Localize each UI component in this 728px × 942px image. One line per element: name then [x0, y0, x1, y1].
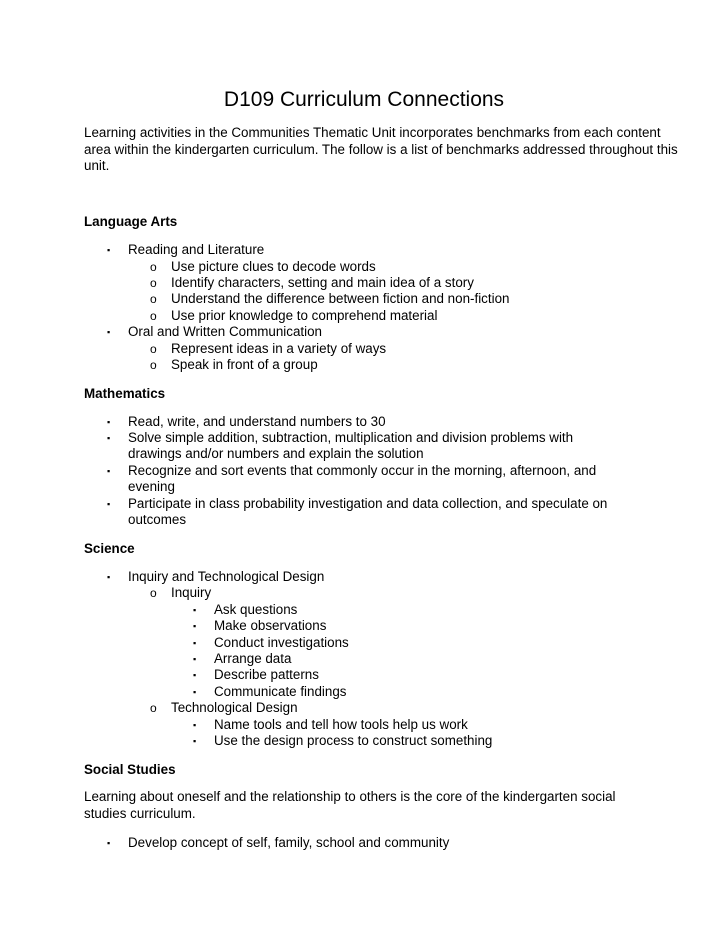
square-bullet-icon: ▪ [193, 736, 197, 746]
list-item: Describe patterns [214, 667, 319, 682]
list-item: Inquiry and Technological Design [128, 569, 325, 584]
circle-bullet-icon: o [150, 276, 157, 290]
list-item: Inquiry [171, 585, 212, 600]
circle-bullet-icon: o [150, 260, 157, 274]
list-item: Recognize and sort events that commonly occur in the morning, afternoon, and [128, 463, 597, 478]
list-item-continuation: drawings and/or numbers and explain the solution [128, 446, 424, 461]
list-item: Name tools and tell how tools help us work [214, 717, 468, 732]
square-bullet-icon: ▪ [193, 654, 197, 664]
list-item: Read, write, and understand numbers to 30 [128, 414, 386, 429]
circle-bullet-icon: o [150, 701, 157, 715]
list-item: Communicate findings [214, 684, 347, 699]
list-item: Reading and Literature [128, 242, 265, 257]
list-item: Use prior knowledge to comprehend material [171, 308, 438, 323]
list-item: Ask questions [214, 602, 298, 617]
square-bullet-icon: ▪ [107, 417, 111, 427]
page-title: D109 Curriculum Connections [223, 88, 505, 111]
circle-bullet-icon: o [150, 358, 157, 372]
list-item: Solve simple addition, subtraction, multiplication and division problems with [128, 430, 574, 445]
list-item: Identify characters, setting and main idea of a story [171, 275, 474, 290]
intro-paragraph: Learning activities in the Communities Thematic Unit incorporates benchmarks from each content area within the kindergarten curriculum. The follow is a list of benchmarks addressed throughout this unit. [84, 125, 678, 173]
square-bullet-icon: ▪ [107, 466, 111, 476]
square-bullet-icon: ▪ [107, 433, 111, 443]
list-item: Technological Design [171, 700, 298, 715]
list-item: Understand the difference between fiction and non-fiction [171, 291, 510, 306]
square-bullet-icon: ▪ [107, 838, 111, 848]
heading-social-studies: Social Studies [84, 762, 176, 777]
heading-language-arts: Language Arts [84, 214, 178, 229]
list-item: Arrange data [214, 651, 292, 666]
square-bullet-icon: ▪ [107, 499, 111, 509]
circle-bullet-icon: o [150, 309, 157, 323]
list-item: Oral and Written Communication [128, 324, 322, 339]
square-bullet-icon: ▪ [107, 245, 111, 255]
square-bullet-icon: ▪ [107, 327, 111, 337]
square-bullet-icon: ▪ [193, 687, 197, 697]
list-item: Participate in class probability investigation and data collection, and speculate on [128, 496, 608, 511]
heading-mathematics: Mathematics [84, 386, 166, 401]
list-item: Make observations [214, 618, 327, 633]
list-item: Use the design process to construct something [214, 733, 493, 748]
list-item: Develop concept of self, family, school and community [128, 835, 450, 850]
circle-bullet-icon: o [150, 292, 157, 306]
list-item: Use picture clues to decode words [171, 259, 376, 274]
square-bullet-icon: ▪ [193, 638, 197, 648]
circle-bullet-icon: o [150, 586, 157, 600]
square-bullet-icon: ▪ [193, 605, 197, 615]
square-bullet-icon: ▪ [107, 572, 111, 582]
square-bullet-icon: ▪ [193, 621, 197, 631]
social-studies-paragraph: Learning about oneself and the relationship to others is the core of the kindergarten social studies curriculum. [84, 789, 616, 821]
square-bullet-icon: ▪ [193, 670, 197, 680]
list-item-continuation: evening [128, 479, 175, 494]
square-bullet-icon: ▪ [193, 720, 197, 730]
heading-science: Science [84, 541, 135, 556]
list-item: Represent ideas in a variety of ways [171, 341, 387, 356]
list-item-continuation: outcomes [128, 512, 187, 527]
circle-bullet-icon: o [150, 342, 157, 356]
list-item: Speak in front of a group [171, 357, 318, 372]
list-item: Conduct investigations [214, 635, 349, 650]
